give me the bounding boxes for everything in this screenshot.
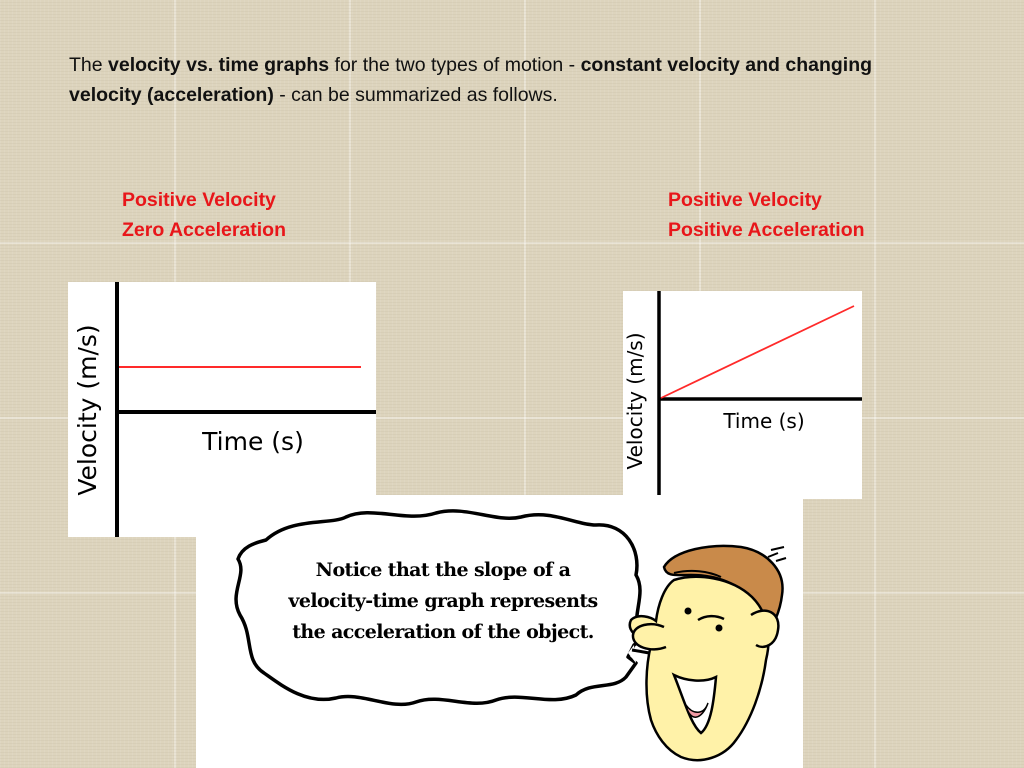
right-graph-caption [668,185,865,245]
right-x-label: Time (s) [723,409,805,433]
cartoon-panel [196,495,803,768]
right-velocity-time-graph [623,291,862,499]
intro-paragraph [69,50,949,110]
bubble-line-2: velocity-time graph represents [288,590,598,612]
left-caption-line-1: Positive Velocity [122,189,276,211]
bubble-line-3: the acceleration of the object. [292,621,594,643]
intro-bold-2: constant velocity and changing velocity (acceleration) [69,54,873,106]
intro-text-2: for the two types of motion - [329,54,581,76]
intro-bold-1: velocity vs. time graphs [108,54,330,76]
left-y-label: Velocity (m/s) [73,324,102,496]
bubble-line-1: Notice that the slope of a [315,559,571,581]
speech-bubble-text [268,555,618,648]
right-caption-line-1: Positive Velocity [668,189,822,211]
right-caption-line-2: Positive Acceleration [668,219,865,241]
left-graph-caption [122,185,286,245]
right-velocity-line [661,306,854,398]
intro-text-3: - can be summarized as follows. [273,84,558,106]
left-x-label: Time (s) [202,427,304,456]
cartoon-man-face [630,546,786,760]
intro-text-1: The [69,54,109,76]
left-caption-line-2: Zero Acceleration [122,219,286,241]
right-y-label: Velocity (m/s) [623,332,647,470]
